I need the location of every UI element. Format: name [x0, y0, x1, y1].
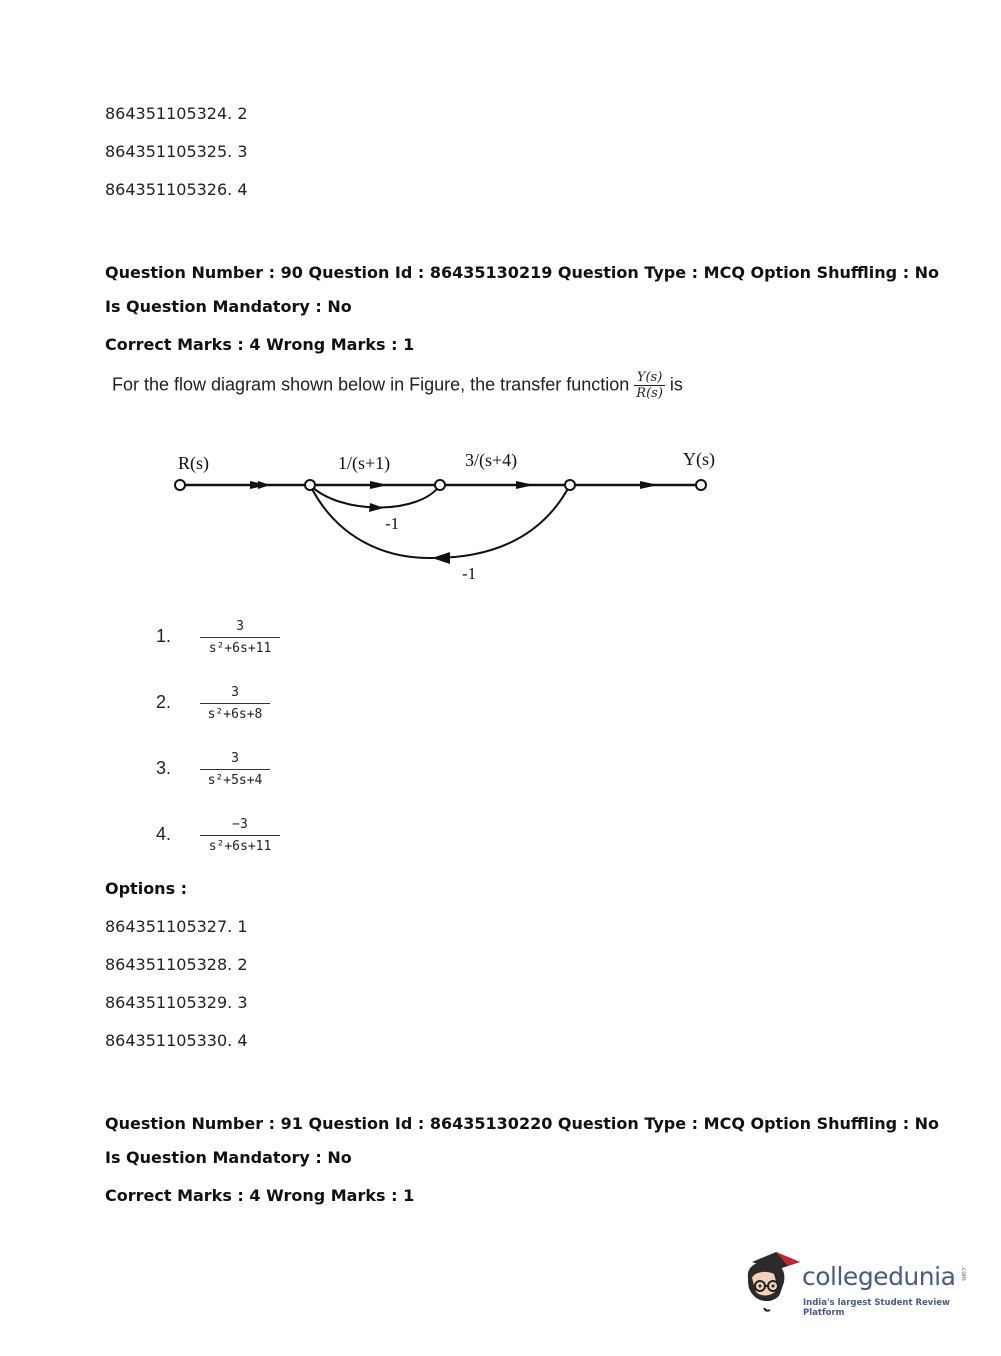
- arrow-head: [250, 481, 268, 489]
- choice-denominator: s²+6s+8: [207, 707, 263, 722]
- label-input: R(s): [178, 453, 209, 473]
- node-2: [435, 480, 445, 490]
- label-g1: 1/(s+1): [338, 453, 391, 473]
- logo-tagline: India's largest Student Review Platform: [803, 1298, 950, 1318]
- signal-flow-diagram: [150, 440, 750, 590]
- option-line: 864351105324. 2: [105, 104, 248, 123]
- question-text: For the flow diagram shown below in Figure, the transfer function: [112, 374, 630, 395]
- question-90-mandatory: Is Question Mandatory : No: [105, 297, 352, 316]
- option-line: 864351105326. 4: [105, 180, 248, 199]
- choice-number: 1.: [156, 626, 172, 646]
- node-output: [696, 480, 706, 490]
- choice-number: 3.: [156, 758, 172, 778]
- question-90-header: Question Number : 90 Question Id : 86435130219 Question Type : MCQ Option Shuffling : No: [105, 263, 940, 282]
- choice-number: 2.: [156, 692, 172, 712]
- options-label: Options :: [105, 879, 188, 898]
- question-91-header: Question Number : 91 Question Id : 86435130220 Question Type : MCQ Option Shuffling : No: [105, 1114, 940, 1133]
- question-90-text: [112, 370, 683, 401]
- node-input: [175, 480, 185, 490]
- logo-wordmark: collegedunia: [802, 1262, 956, 1291]
- option-line: 864351105327. 1: [105, 917, 248, 936]
- label-feedback-inner: -1: [385, 514, 400, 533]
- question-91-mandatory: Is Question Mandatory : No: [105, 1148, 352, 1167]
- choice-numerator: 3: [200, 619, 280, 638]
- feedback-branch-inner: [310, 485, 440, 508]
- option-line: 864351105330. 4: [105, 1031, 248, 1050]
- arrow-head: [516, 481, 534, 489]
- choice-fraction: [200, 685, 270, 722]
- choice-numerator: 3: [200, 751, 270, 770]
- arrow-head: [432, 552, 450, 564]
- question-91-marks: Correct Marks : 4 Wrong Marks : 1: [105, 1186, 415, 1205]
- node-1: [305, 480, 315, 490]
- tf-numerator: Y(s): [634, 370, 665, 386]
- arrow-head: [370, 481, 388, 489]
- question-90-marks: Correct Marks : 4 Wrong Marks : 1: [105, 335, 415, 354]
- arrow-head: [640, 481, 658, 489]
- choice-fraction: [200, 817, 280, 854]
- logo-suffix: .com: [960, 1266, 967, 1281]
- arrow-head: [369, 503, 384, 512]
- choice-denominator: s²+6s+11: [208, 641, 272, 656]
- question-suffix: is: [669, 374, 683, 395]
- choice-number: 4.: [156, 824, 172, 844]
- choice-numerator: −3: [200, 817, 280, 836]
- label-output: Y(s): [683, 449, 715, 469]
- choice-fraction: [200, 619, 280, 656]
- choice-denominator: s²+6s+11: [208, 839, 272, 854]
- transfer-function-fraction: [634, 370, 665, 401]
- option-line: 864351105328. 2: [105, 955, 248, 974]
- label-feedback-outer: -1: [462, 564, 477, 583]
- collegedunia-logo: [740, 1248, 970, 1318]
- label-g2: 3/(s+4): [465, 450, 518, 470]
- choice-fraction: [200, 751, 270, 788]
- option-line: 864351105329. 3: [105, 993, 248, 1012]
- choice-denominator: s²+5s+4: [207, 773, 263, 788]
- mascot-icon: [740, 1248, 802, 1314]
- feedback-branch-outer: [310, 485, 570, 558]
- node-3: [565, 480, 575, 490]
- option-line: 864351105325. 3: [105, 142, 248, 161]
- tf-denominator: R(s): [636, 386, 663, 401]
- choice-numerator: 3: [200, 685, 270, 704]
